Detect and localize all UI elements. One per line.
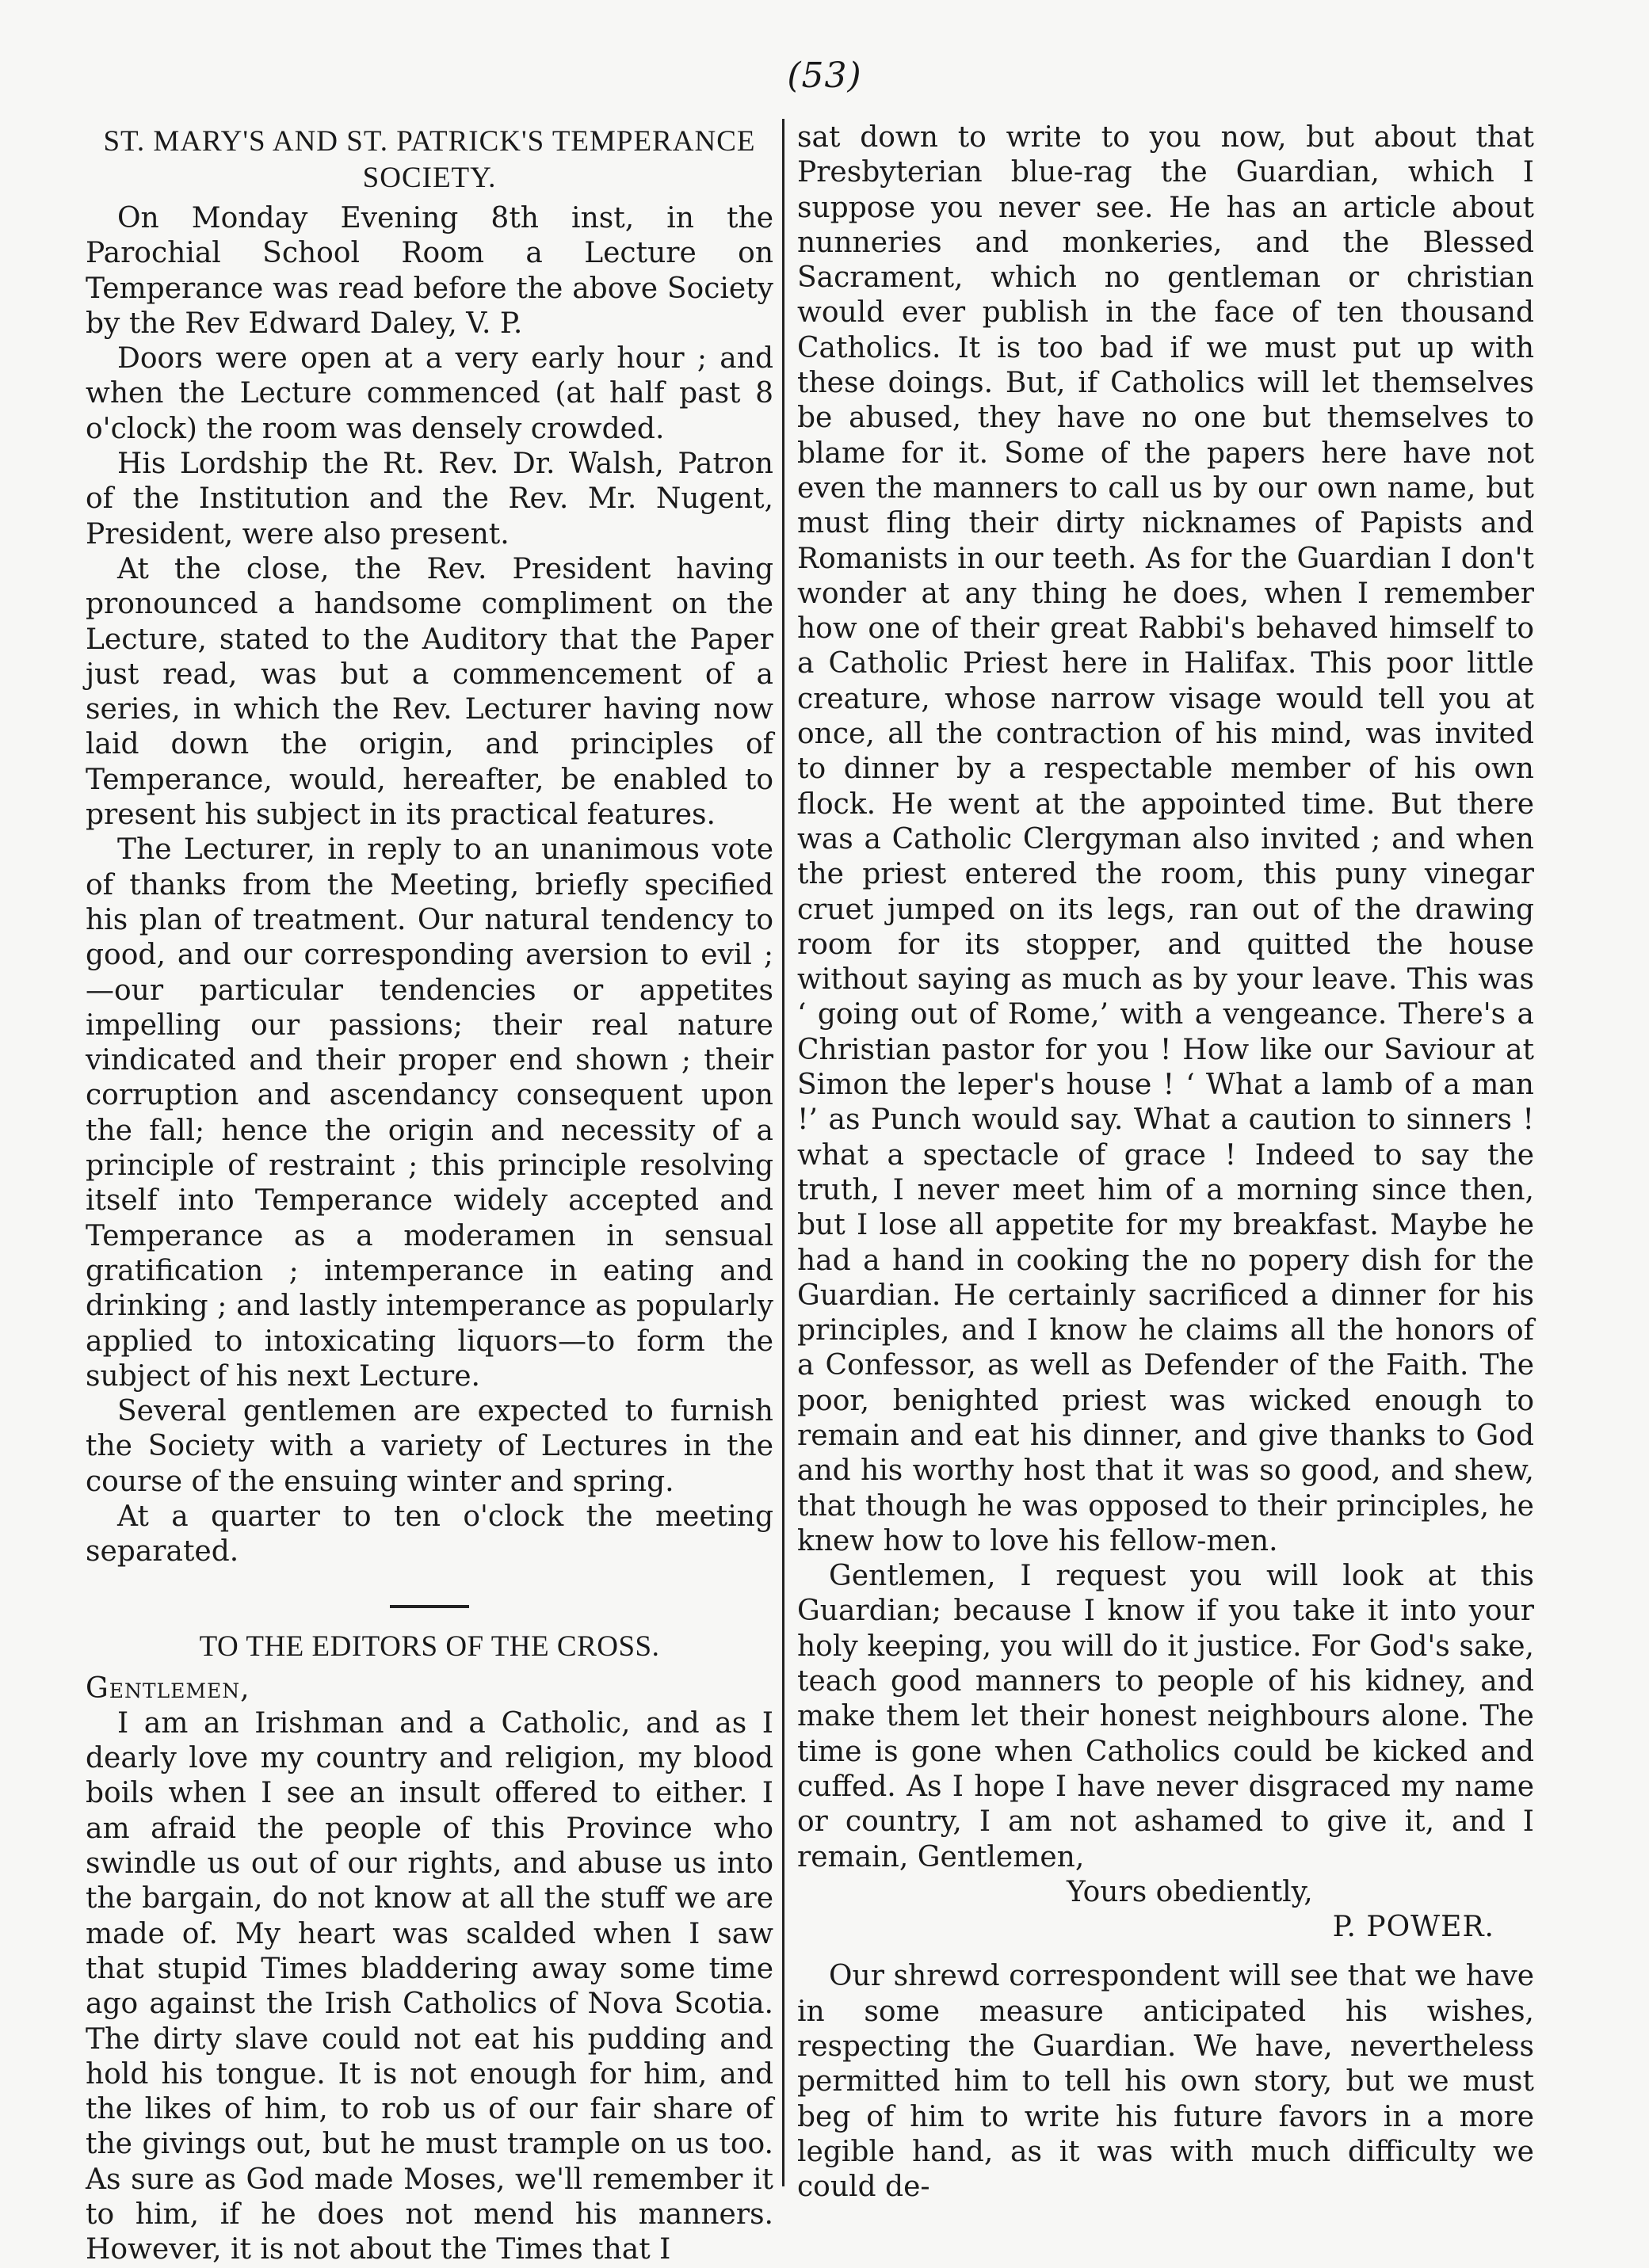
temperance-society-headline: ST. MARY'S AND ST. PATRICK'S TEMPERANCE SOCIETY. xyxy=(103,125,756,194)
right-column xyxy=(797,120,1534,2242)
letter-salutation: Gentlemen, xyxy=(86,1671,250,1705)
left-column xyxy=(86,120,773,2266)
article-paragraph: Doors were open at a very early hour ; and when the Lecture commenced (at half past 8 o'clock) the room was densely crowded. xyxy=(86,342,773,445)
article-paragraph: His Lordship the Rt. Rev. Dr. Walsh, Patron of the Institution and the Rev. Mr. Nugent, President, were also present. xyxy=(86,448,773,551)
letter-closing: Yours obediently, xyxy=(1067,1875,1313,1908)
section-separator xyxy=(390,1605,469,1608)
article-paragraph: At a quarter to ten o'clock the meeting separated. xyxy=(86,1500,773,1569)
letter-paragraph: sat down to write to you now, but about that Presbyterian blue-rag the Guardian, which I suppose you never see. He has an article about nunneries and monkeries, and the Blessed Sacrament, which no gentleman or christian would ever publish in the face of ten thousand Catholics. It is too bad if we must put up with these doings. But, if Catholics will let themselves be abused, they have no one but themselves to blame for it. Some of the papers here have not even the manners to call us by our own name, but must fling their dirty nicknames of Papists and Romanists in our teeth. As for the Guardian I don't wonder at any thing he does, when I remember how one of their great Rabbi's behaved himself to a Catholic Priest here in Halifax. This poor little creature, whose narrow visage would tell you at once, all the contraction of his mind, was invited to dinner by a respectable member of his own flock. He went at the appointed time. But there was a Catholic Clergyman also invited ; and when the priest entered the room, this puny vinegar cruet jumped on its legs, ran out of the drawing room for its stopper, and quitted the house without saying as much as by your leave. This was ‘ going out of Rome,’ with a vengeance. There's a Christian pastor for you ! How like our Saviour at Simon the leper's house ! ‘ What a lamb of a man !’ as Punch would say. What a caution to sinners ! what a spectacle of grace ! Indeed to say the truth, I never meet him of a morning since then, but I lose all appetite for my breakfast. Maybe he had a hand in cooking the no popery dish for the Guardian. He certainly sacrificed a dinner for his principles, and I know he claims all the honors of a Confessor, as well as Defender of the Faith. The poor, benighted priest was wicked enough to remain and eat his dinner, and give thanks to God and his worthy host that it was so good, and shew, that though he was opposed to their principles, he knew how to love his fellow-men. xyxy=(797,121,1534,1557)
page-number: (53) xyxy=(787,55,862,96)
letter-paragraph: Gentlemen, I request you will look at this Guardian; because I know if you take it into your holy keeping, you will do it justice. For God's sake, teach good manners to people of his kidney, and make them let their honest neighbours alone. The time is gone when Catholics could be kicked and cuffed. As I hope I have never disgraced my name or country, I am not ashamed to give it, and I remain, Gentlemen, xyxy=(797,1560,1534,1873)
letter-paragraph: I am an Irishman and a Catholic, and as I dearly love my country and religion, my blood boils when I see an insult offered to either. I am afraid the people of this Province who swindle us out of our rights, and abuse us into the bargain, do not know at all the stuff we are made of. My heart was scalded when I saw that stupid Times bladdering away some time ago against the Irish Catholics of Nova Scotia. The dirty slave could not eat his pudding and hold his tongue. It is not enough for him, and the likes of him, to rob us of our fair share of the givings out, but he must trample on us too. As sure as God made Moses, we'll remember it to him, if he does not mend his manners. However, it is not about the Times that I xyxy=(86,1706,773,2266)
article-paragraph: At the close, the Rev. President having pronounced a handsome compliment on the Lecture, stated to the Auditory that the Paper just read, was but a commencement of a series, in which the Rev. Lecturer having now laid down the origin, and principles of Temperance, would, hereafter, be enabled to present his subject in its practical features. xyxy=(86,552,773,832)
column-divider xyxy=(782,119,784,2186)
letter-signature: P. POWER. xyxy=(1332,1911,1494,1944)
letter-headline: TO THE EDITORS OF THE CROSS. xyxy=(199,1630,660,1663)
article-paragraph: On Monday Evening 8th inst, in the Parochial School Room a Lecture on Temperance was read before the above Society by the Rev Edward Daley, V. P. xyxy=(86,202,773,340)
editor-note: Our shrewd correspondent will see that we have in some measure anticipated his wishes, respecting the Guardian. We have, nevertheless permitted him to tell his own story, but we must beg of him to write his future favors in a more legible hand, as it was with much difficulty we could de- xyxy=(797,1960,1534,2204)
article-paragraph: The Lecturer, in reply to an unanimous vote of thanks from the Meeting, briefly specified his plan of treatment. Our natural tendency to good, and our corresponding aversion to evil ;—our particular tendencies or appetites impelling our passions; their real nature vindicated and their proper end shown ; their corruption and ascendancy consequent upon the fall; hence the origin and necessity of a principle of restraint ; this principle resolving itself into Temperance widely accepted and Temperance as a moderamen in sensual gratification ; intemperance in eating and drinking ; and lastly intemperance as popularly applied to intoxicating liquors—to form the subject of his next Lecture. xyxy=(86,833,773,1393)
article-paragraph: Several gentlemen are expected to furnish the Society with a variety of Lectures in the course of the ensuing winter and spring. xyxy=(86,1395,773,1498)
